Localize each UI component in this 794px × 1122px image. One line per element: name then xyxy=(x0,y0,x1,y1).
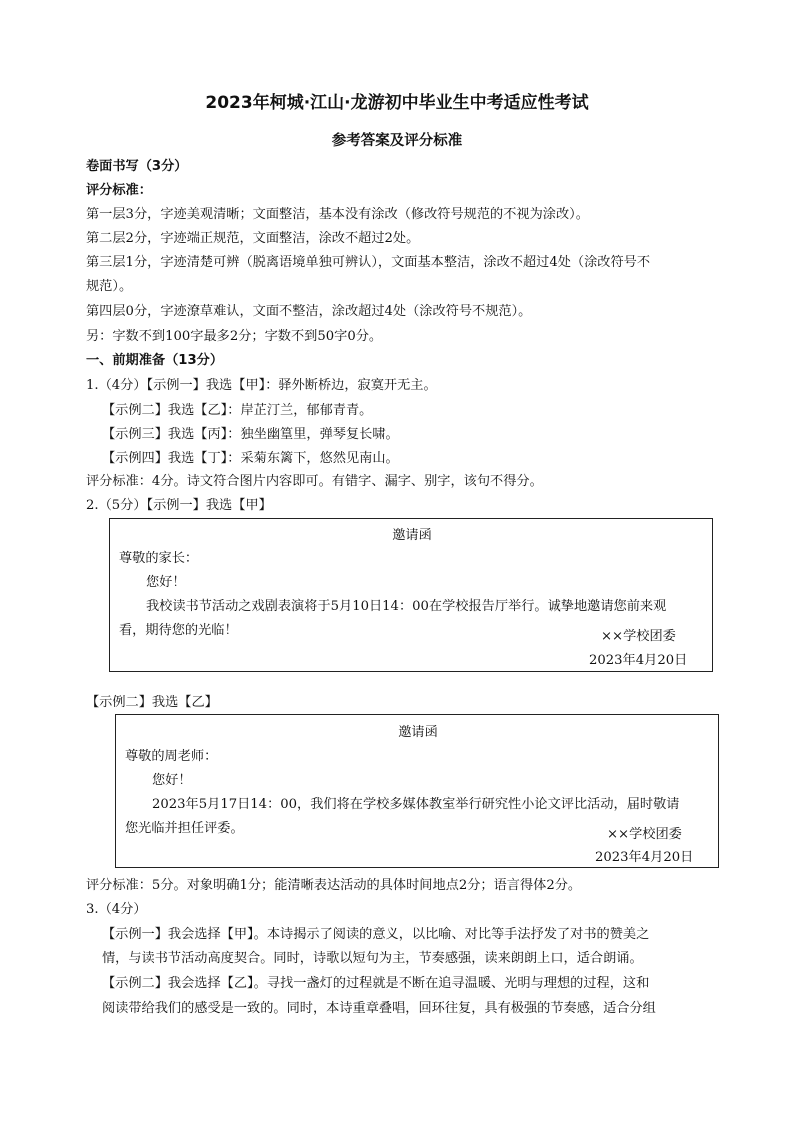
page-title: 2023年柯城·江山·龙游初中毕业生中考适应性考试 xyxy=(205,93,589,113)
letter1-sender: ××学校团委 xyxy=(601,629,676,644)
handwriting-line: 第四层0分，字迹潦草难认，文面不整洁，涂改超过4处（涂改符号不规范）。 xyxy=(86,304,532,319)
letter2-body: 您光临并担任评委。 xyxy=(125,821,244,836)
q3-paragraph-line: 阅读带给我们的感受是一致的。同时，本诗重章叠唱，回环往复，具有极强的节奏感，适合分组 xyxy=(102,1001,656,1016)
handwriting-line: 第二层2分，字迹端正规范，文面整洁，涂改不超过2处。 xyxy=(86,231,420,246)
letter1-salutation: 尊敬的家长： xyxy=(119,551,199,566)
handwriting-line: 第一层3分，字迹美观清晰；文面整洁，基本没有涂改（修改符号规范的不视为涂改）。 xyxy=(86,207,589,222)
letter1-body: 我校读书节活动之戏剧表演将于5月10日14：00在学校报告厅举行。诚挚地邀请您前来观 xyxy=(146,599,667,614)
q2-line: 2.（5分）【示例一】我选【甲】 xyxy=(86,498,272,513)
handwriting-line: 另：字数不到100字最多2分；字数不到50字0分。 xyxy=(86,329,383,344)
letter2-salutation: 尊敬的周老师： xyxy=(125,749,218,764)
letter2-greeting: 您好！ xyxy=(152,773,192,788)
q3-paragraph-line: 情，与读书节活动高度契合。同时，诗歌以短句为主，节奏感强，读来朗朗上口，适合朗诵。 xyxy=(102,951,643,966)
letter2-date: 2023年4月20日 xyxy=(595,850,694,865)
q2-example2-line: 【示例二】我选【乙】 xyxy=(86,695,218,710)
q1-criteria: 评分标准：4分。诗文符合图片内容即可。有错字、漏字、别字，该句不得分。 xyxy=(86,474,543,489)
page-subtitle: 参考答案及评分标准 xyxy=(331,133,463,149)
letter1-date: 2023年4月20日 xyxy=(589,653,688,668)
letter2-sender: ××学校团委 xyxy=(607,827,682,842)
q1-line: 1.（4分）【示例一】我选【甲】：驿外断桥边，寂寞开无主。 xyxy=(86,378,437,393)
letter1-title: 邀请函 xyxy=(392,528,432,543)
letter2-body: 2023年5月17日14：00，我们将在学校多媒体教室举行研究性小论文评比活动，届时敬请 xyxy=(152,797,680,812)
q3-paragraph-line: 【示例二】我会选择【乙】。寻找一盏灯的过程就是不断在追寻温暖、光明与理想的过程，这和 xyxy=(102,976,650,991)
q2-criteria: 评分标准：5分。对象明确1分；能清晰表达活动的具体时间地点2分；语言得体2分。 xyxy=(86,878,582,893)
handwriting-line: 规范）。 xyxy=(86,279,133,294)
q3-paragraph-line: 【示例一】我会选择【甲】。本诗揭示了阅读的意义，以比喻、对比等手法抒发了对书的赞美之 xyxy=(102,927,650,942)
letter2-title: 邀请函 xyxy=(398,725,438,740)
letter1-body: 看，期待您的光临！ xyxy=(119,623,238,638)
q3-line: 3.（4分） xyxy=(86,902,147,917)
handwriting-line: 第三层1分，字迹清楚可辨（脱离语境单独可辨认），文面基本整洁，涂改不超过4处（涂改符号不 xyxy=(86,255,651,270)
q1-line: 【示例三】我选【丙】：独坐幽篁里，弹琴复长啸。 xyxy=(102,427,399,442)
handwriting-heading: 卷面书写（3分） xyxy=(86,159,188,174)
section1-heading: 一、前期准备（13分） xyxy=(86,353,224,368)
invitation-letter-2 xyxy=(115,714,719,868)
invitation-letter-1 xyxy=(109,518,713,672)
letter1-greeting: 您好！ xyxy=(146,575,186,590)
q1-line: 【示例四】我选【丁】：采菊东篱下，悠然见南山。 xyxy=(102,451,399,466)
q1-line: 【示例二】我选【乙】：岸芷汀兰，郁郁青青。 xyxy=(102,403,373,418)
handwriting-criteria-label: 评分标准： xyxy=(86,183,152,198)
